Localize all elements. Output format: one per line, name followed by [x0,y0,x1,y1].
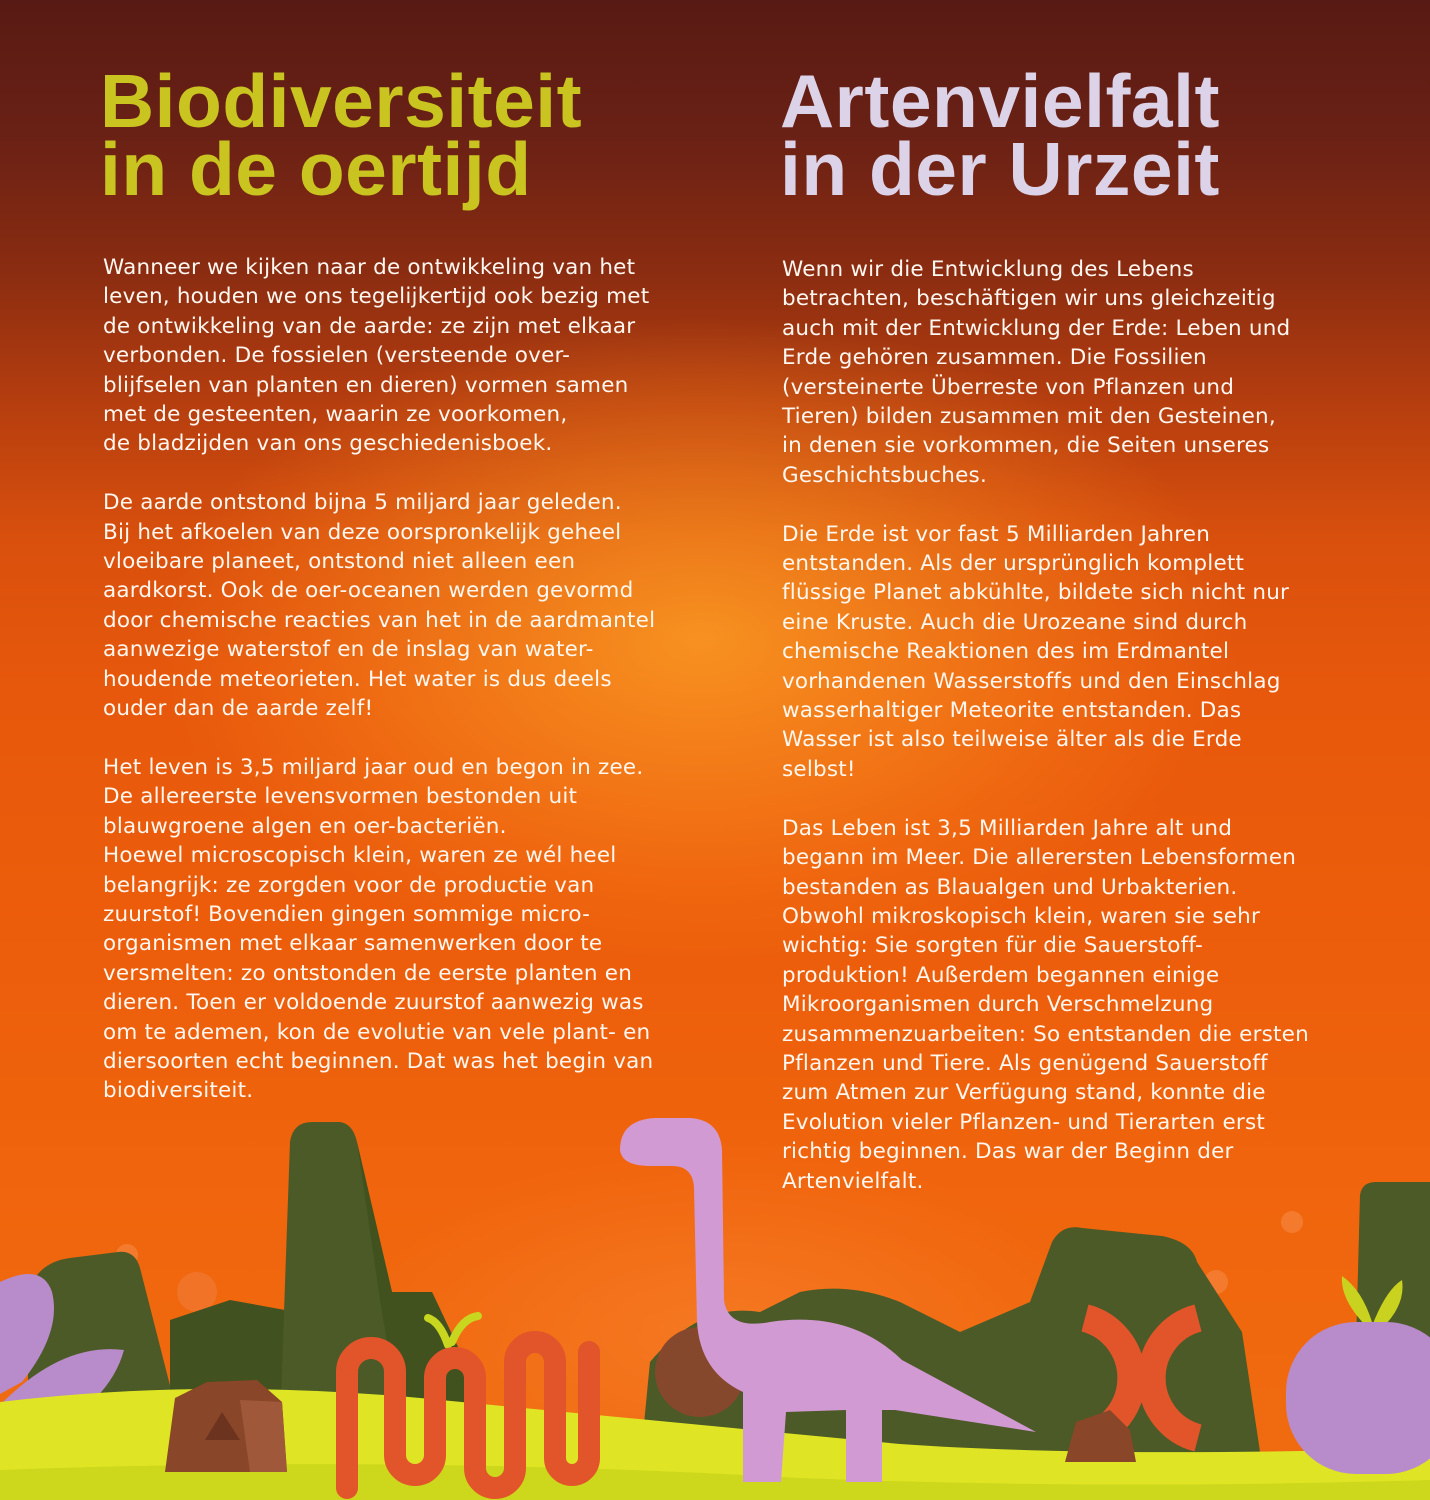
dutch-title-line1: Biodiversiteit [100,59,583,143]
german-paragraph-1: Wenn wir die Entwicklung des Lebens betrachten, beschäftigen wir uns gleichzeitig auch mit der Entwicklung der Erde: Leben und Erde gehören zusammen. Die Fossilien (versteinerte Überreste von Pflanzen und Tieren) bilden zusammen mit den Gesteinen, in denen sie vorkommen, die Seiten unseres Geschichtsbuches. [782,257,1291,488]
dutch-title-line2: in de oertijd [100,127,532,211]
dutch-paragraph-1: Wanneer we kijken naar de ontwikkeling van het leven, houden we ons tegelijkertijd ook bezig met de ontwikkeling van de aarde: ze zijn met elkaar verbonden. De fossielen (versteende over- blijfselen van planten en dieren) vormen samen met de gesteenten, waarin ze voorkomen, de bladzijden van ons geschiedenisboek. [103,255,650,457]
german-title-line1: Artenvielfalt [780,59,1220,143]
german-title-line2: in der Urzeit [780,127,1220,211]
dutch-title [100,59,760,211]
bubble-decoration [177,1272,217,1312]
dutch-column [100,59,760,1104]
german-body [782,255,1309,1225]
dutch-paragraph-3: Het leven is 3,5 miljard jaar oud en begon in zee. De allereerste levensvormen bestonden uit blauwgroene algen en oer-bacteriën. Hoewel microscopisch klein, waren ze wél heel belangrijk: ze zorgden voor de productie van zuurstof! Bovendien gingen sommige micro- organismen met elkaar samenwerken door te versmelten: zo ontstonden de eerste planten en dieren. Toen er voldoende zuurstof aanwezig was om te ademen, kon de evolutie van vele plant- en diersoorten echt beginnen. Dat was het begin van biodiversiteit. [103,754,654,1104]
german-title [780,59,1410,211]
german-paragraph-3: Das Leben ist 3,5 Milliarden Jahre alt und begann im Meer. Die allerersten Lebensformen bestanden as Blaualgen und Urbakterien. Obwohl mikroskopisch klein, waren sie sehr wichtig: Sie sorgten für die Sauerstoff- produktion! Außerdem begannen einige Mikroorganismen durch Verschmelzung zusammenzuarbeiten: So entstanden die ersten Pflanzen und Tiere. Als genügend Sauerstoff zum Atmen zur Verfügung stand, konnte die Evolution vieler Pflanzen- und Tierarten erst richtig beginnen. Das war der Beginn der Artenvielfalt. [782,815,1309,1194]
german-paragraph-2: Die Erde ist vor fast 5 Milliarden Jahren entstanden. Als der ursprünglich komplett flüssige Planet abkühlte, bildete sich nicht nur eine Kruste. Auch die Urozeane sind durch chemische Reaktionen des im Erdmantel vorhandenen Wasserstoffs und den Einschlag wasserhaltiger Meteorite entstanden. Das Wasser ist also teilweise älter als die Erde selbst! [782,521,1290,782]
german-column [780,59,1410,1194]
dutch-paragraph-2: De aarde ontstond bijna 5 miljard jaar geleden. Bij het afkoelen van deze oorspronkelijk geheel vloeibare planeet, ontstond niet alleen een aardkorst. Ook de oer-oceanen werden gevormd door chemische reacties van het in de aardmantel aanwezige waterstof en de inslag van water- houdende meteorieten. Het water is dus deels ouder dan de aarde zelf! [103,490,656,722]
purple-blob [1286,1322,1430,1474]
dutch-body [103,253,655,1135]
